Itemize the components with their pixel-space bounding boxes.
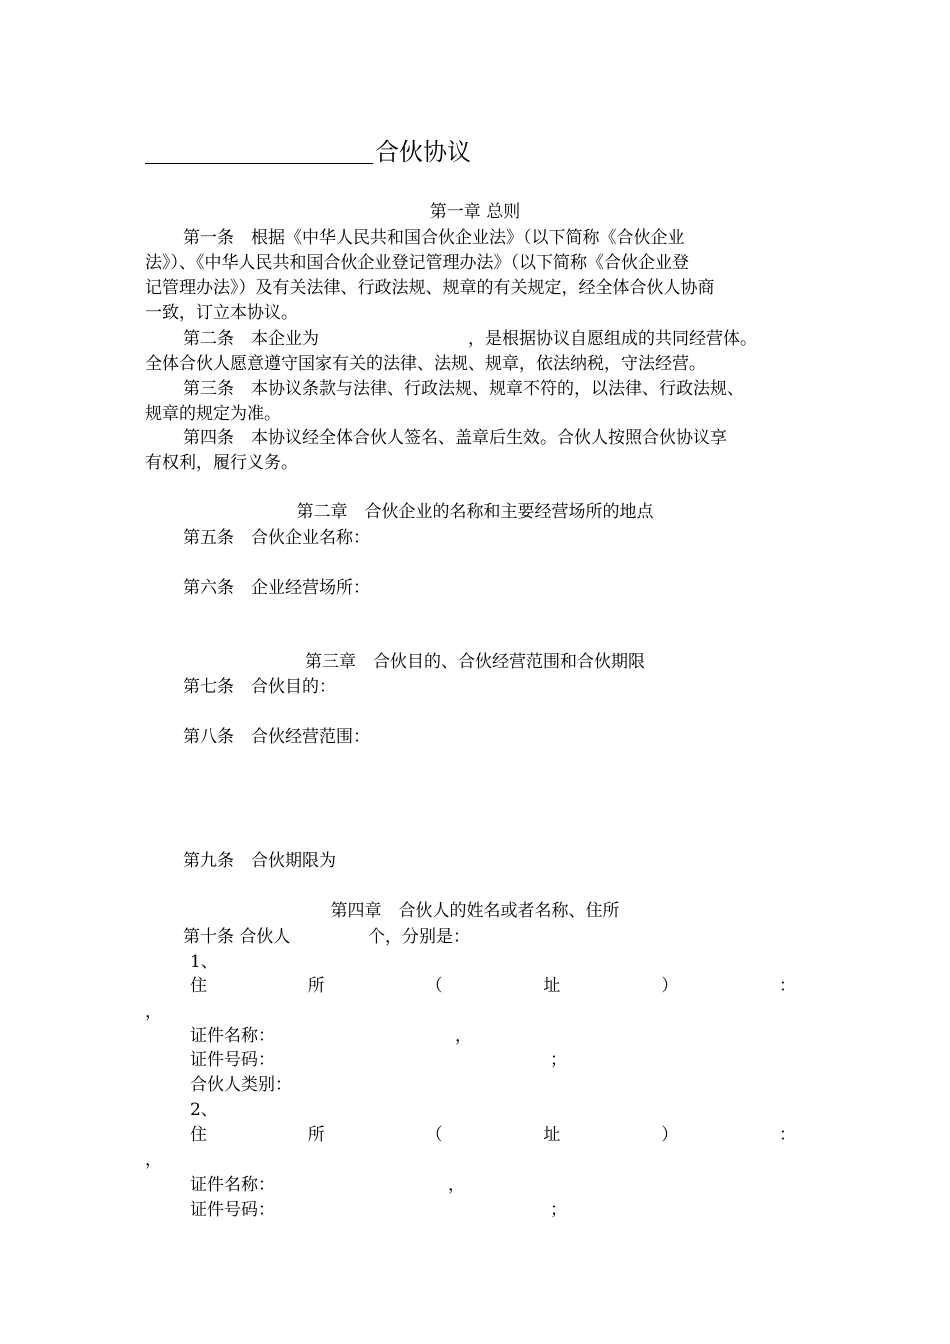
partner-1-id-name: 证件名称：	[190, 1026, 275, 1046]
partner-1-id-number-end: ；	[550, 1050, 567, 1070]
article-6: 第六条 企业经营场所：	[183, 578, 370, 598]
article-2-line-1a: 第二条 本企业为	[183, 329, 319, 349]
partner-2-addr-char: ）	[661, 1125, 679, 1145]
partner-2-addr-char: 所	[307, 1125, 325, 1145]
chapter-1-heading: 第一章 总则	[429, 202, 521, 222]
partner-2-addr-char: 址	[543, 1125, 561, 1145]
partner-2-addr-char: 住	[190, 1125, 207, 1145]
article-4-line-1: 第四条 本协议经全体合伙人签名、盖章后生效。合伙人按照合伙协议享	[183, 428, 727, 448]
partner-1-number: 1、	[190, 952, 218, 972]
article-8: 第八条 合伙经营范围：	[183, 727, 370, 747]
partner-2-comma: ，	[145, 1150, 162, 1170]
article-5: 第五条 合伙企业名称：	[183, 528, 370, 548]
article-1-line-3: 记管理办法》）及有关法律、行政法规、规章的有关规定，经全体合伙人协商	[145, 278, 715, 298]
document-title	[145, 136, 471, 168]
title-blank-line	[145, 139, 373, 164]
partner-2-address-row	[190, 1123, 796, 1147]
chapter-2-heading: 第二章 合伙企业的名称和主要经营场所的地点	[296, 502, 654, 522]
partner-1-addr-char: ）	[661, 976, 679, 996]
article-2-line-2: 全体合伙人愿意遵守国家有关的法律、法规、规章，依法纳税，守法经营。	[145, 354, 706, 374]
partner-1-id-number: 证件号码：	[190, 1050, 275, 1070]
article-10a: 第十条 合伙人	[183, 927, 291, 947]
title-text: 合伙协议	[375, 138, 471, 166]
partner-2-id-number-end: ；	[550, 1200, 567, 1220]
partner-2-id-number: 证件号码：	[190, 1200, 275, 1220]
partner-2-id-name-end: ，	[448, 1175, 465, 1195]
partner-1-addr-char: 住	[190, 976, 207, 996]
article-10b: 个，分别是：	[368, 927, 470, 947]
partner-1-addr-char: 所	[307, 976, 325, 996]
article-7: 第七条 合伙目的：	[183, 677, 336, 697]
article-4-line-2: 有权利，履行义务。	[145, 453, 298, 473]
partner-1-addr-char: ：	[778, 976, 796, 996]
article-1-line-1: 第一条 根据《中华人民共和国合伙企业法》（以下简称《合伙企业	[183, 228, 685, 248]
partner-2-number: 2、	[190, 1100, 218, 1120]
partner-2-addr-char: （	[425, 1125, 443, 1145]
article-2-line-1b: ，是根据协议自愿组成的共同经营体。	[468, 329, 757, 349]
chapter-4-heading: 第四章 合伙人的姓名或者名称、住所	[330, 901, 620, 921]
article-9: 第九条 合伙期限为	[183, 851, 336, 871]
partner-1-comma: ，	[145, 1002, 162, 1022]
partner-1-id-name-end: ，	[455, 1026, 472, 1046]
article-3-line-1: 第三条 本协议条款与法律、行政法规、规章不符的，以法律、行政法规、	[183, 379, 744, 399]
partner-1-addr-char: 址	[543, 976, 561, 996]
partner-1-type: 合伙人类别：	[190, 1075, 292, 1095]
partner-1-addr-char: （	[425, 976, 443, 996]
chapter-3-heading: 第三章 合伙目的、合伙经营范围和合伙期限	[305, 652, 645, 672]
article-1-line-4: 一致，订立本协议。	[145, 303, 298, 323]
article-1-line-2: 法》）、《中华人民共和国合伙企业登记管理办法》（以下简称《合伙企业登	[145, 253, 689, 273]
partner-1-address-row	[190, 974, 796, 998]
partner-2-id-name: 证件名称：	[190, 1175, 275, 1195]
article-3-line-2: 规章的规定为准。	[145, 404, 281, 424]
partner-2-addr-char: ：	[778, 1125, 796, 1145]
